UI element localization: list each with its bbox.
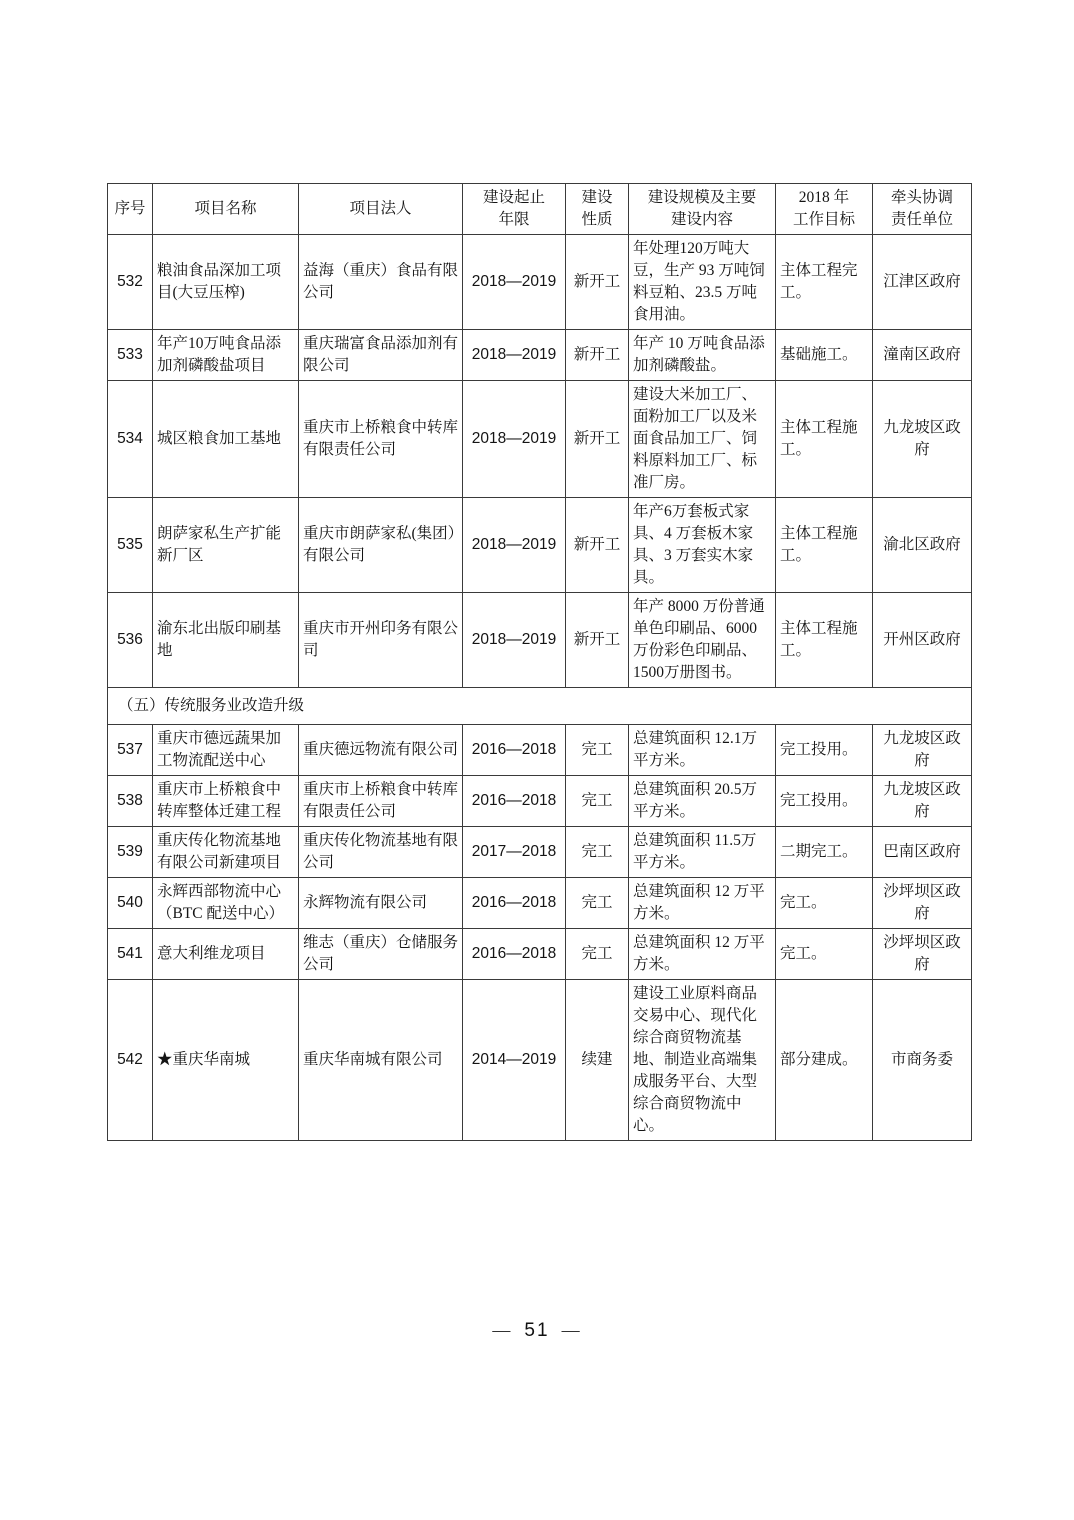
cell-nature: 完工 xyxy=(566,827,629,878)
cell-goal: 部分建成。 xyxy=(776,980,873,1141)
cell-goal: 完工投用。 xyxy=(776,725,873,776)
cell-period: 2016—2018 xyxy=(463,878,566,929)
cell-legal-person: 重庆市上桥粮食中转库有限责任公司 xyxy=(299,776,463,827)
cell-unit: 巴南区政府 xyxy=(873,827,972,878)
cell-scale: 年处理120万吨大豆，生产 93 万吨饲料豆粕、23.5 万吨食用油。 xyxy=(629,235,776,330)
cell-project-name: 重庆市上桥粮食中转库整体迁建工程 xyxy=(153,776,299,827)
cell-nature: 新开工 xyxy=(566,330,629,381)
column-header-period-line2: 年限 xyxy=(498,211,530,228)
cell-unit: 潼南区政府 xyxy=(873,330,972,381)
table-header-row xyxy=(108,184,972,235)
table-row xyxy=(108,776,972,827)
cell-legal-person: 重庆市开州印务有限公司 xyxy=(299,593,463,688)
column-header-scale-line1: 建设规模及主要 xyxy=(647,189,757,206)
table-row xyxy=(108,725,972,776)
column-header-unit xyxy=(873,184,972,235)
cell-period: 2016—2018 xyxy=(463,725,566,776)
cell-scale: 总建筑面积 11.5万平方米。 xyxy=(629,827,776,878)
cell-unit: 九龙坡区政府 xyxy=(873,776,972,827)
table-header xyxy=(108,184,972,235)
column-header-goal-line2: 工作目标 xyxy=(792,211,855,228)
project-table-container xyxy=(107,183,971,1141)
table-row xyxy=(108,381,972,498)
cell-goal: 主体工程施工。 xyxy=(776,593,873,688)
column-header-nature xyxy=(566,184,629,235)
cell-period: 2018—2019 xyxy=(463,330,566,381)
cell-unit: 沙坪坝区政府 xyxy=(873,878,972,929)
cell-legal-person: 维志（重庆）仓储服务公司 xyxy=(299,929,463,980)
cell-unit: 开州区政府 xyxy=(873,593,972,688)
cell-project-name: 永辉西部物流中心（BTC 配送中心） xyxy=(153,878,299,929)
cell-scale: 总建筑面积 12 万平方米。 xyxy=(629,929,776,980)
table-row xyxy=(108,498,972,593)
cell-period: 2018—2019 xyxy=(463,381,566,498)
column-header-nature-line1: 建设 xyxy=(581,189,613,206)
cell-project-name: 年产10万吨食品添加剂磷酸盐项目 xyxy=(153,330,299,381)
column-header-legal-person: 项目法人 xyxy=(299,184,463,235)
cell-no: 534 xyxy=(108,381,153,498)
cell-goal: 完工。 xyxy=(776,878,873,929)
cell-project-name: 粮油食品深加工项目(大豆压榨) xyxy=(153,235,299,330)
column-header-scale xyxy=(629,184,776,235)
page-number-suffix: — xyxy=(561,1320,582,1340)
cell-unit: 九龙坡区政府 xyxy=(873,381,972,498)
column-header-no: 序号 xyxy=(108,184,153,235)
cell-project-name: 朗萨家私生产扩能新厂区 xyxy=(153,498,299,593)
section-title: （五）传统服务业改造升级 xyxy=(108,688,972,725)
cell-no: 542 xyxy=(108,980,153,1141)
cell-no: 540 xyxy=(108,878,153,929)
column-header-period xyxy=(463,184,566,235)
column-header-name: 项目名称 xyxy=(153,184,299,235)
cell-nature: 新开工 xyxy=(566,381,629,498)
cell-nature: 续建 xyxy=(566,980,629,1141)
cell-goal: 二期完工。 xyxy=(776,827,873,878)
cell-legal-person: 重庆瑞富食品添加剂有限公司 xyxy=(299,330,463,381)
cell-scale: 建设大米加工厂、面粉加工厂以及米面食品加工厂、饲料原料加工厂、标准厂房。 xyxy=(629,381,776,498)
project-table xyxy=(107,183,972,1141)
column-header-scale-line2: 建设内容 xyxy=(670,211,733,228)
cell-project-name: 城区粮食加工基地 xyxy=(153,381,299,498)
cell-period: 2014—2019 xyxy=(463,980,566,1141)
cell-scale: 总建筑面积 20.5万平方米。 xyxy=(629,776,776,827)
cell-legal-person: 重庆华南城有限公司 xyxy=(299,980,463,1141)
cell-nature: 完工 xyxy=(566,929,629,980)
cell-unit: 江津区政府 xyxy=(873,235,972,330)
cell-no: 532 xyxy=(108,235,153,330)
cell-period: 2017—2018 xyxy=(463,827,566,878)
table-row xyxy=(108,330,972,381)
column-header-nature-line2: 性质 xyxy=(581,211,613,228)
column-header-unit-line1: 牵头协调 xyxy=(890,189,953,206)
cell-no: 538 xyxy=(108,776,153,827)
page-number-prefix: — xyxy=(492,1320,513,1340)
cell-scale: 年产 10 万吨食品添加剂磷酸盐。 xyxy=(629,330,776,381)
table-body xyxy=(108,235,972,1141)
cell-unit: 渝北区政府 xyxy=(873,498,972,593)
cell-legal-person: 重庆市上桥粮食中转库有限责任公司 xyxy=(299,381,463,498)
column-header-goal xyxy=(776,184,873,235)
cell-nature: 完工 xyxy=(566,725,629,776)
cell-scale: 总建筑面积 12 万平方米。 xyxy=(629,878,776,929)
cell-no: 537 xyxy=(108,725,153,776)
cell-goal: 主体工程施工。 xyxy=(776,381,873,498)
cell-scale: 年产6万套板式家具、4 万套板木家具、3 万套实木家具。 xyxy=(629,498,776,593)
cell-nature: 完工 xyxy=(566,776,629,827)
column-header-period-line1: 建设起止 xyxy=(482,189,545,206)
cell-legal-person: 重庆市朗萨家私(集团）有限公司 xyxy=(299,498,463,593)
cell-scale: 年产 8000 万份普通单色印刷品、6000 万份彩色印刷品、1500万册图书。 xyxy=(629,593,776,688)
cell-project-name: ★重庆华南城 xyxy=(153,980,299,1141)
cell-period: 2016—2018 xyxy=(463,776,566,827)
table-row xyxy=(108,593,972,688)
cell-goal: 基础施工。 xyxy=(776,330,873,381)
cell-unit: 市商务委 xyxy=(873,980,972,1141)
cell-nature: 新开工 xyxy=(566,593,629,688)
cell-nature: 新开工 xyxy=(566,235,629,330)
cell-project-name: 渝东北出版印刷基地 xyxy=(153,593,299,688)
column-header-goal-line1: 2018 年 xyxy=(798,189,850,206)
cell-legal-person: 益海（重庆）食品有限公司 xyxy=(299,235,463,330)
cell-no: 539 xyxy=(108,827,153,878)
cell-unit: 沙坪坝区政府 xyxy=(873,929,972,980)
cell-period: 2018—2019 xyxy=(463,498,566,593)
cell-project-name: 重庆市德远蔬果加工物流配送中心 xyxy=(153,725,299,776)
cell-nature: 新开工 xyxy=(566,498,629,593)
cell-scale: 总建筑面积 12.1万平方米。 xyxy=(629,725,776,776)
cell-unit: 九龙坡区政府 xyxy=(873,725,972,776)
cell-period: 2018—2019 xyxy=(463,235,566,330)
cell-no: 533 xyxy=(108,330,153,381)
cell-legal-person: 重庆传化物流基地有限公司 xyxy=(299,827,463,878)
table-row xyxy=(108,929,972,980)
cell-period: 2016—2018 xyxy=(463,929,566,980)
table-row xyxy=(108,827,972,878)
cell-goal: 完工。 xyxy=(776,929,873,980)
cell-scale: 建设工业原料商品交易中心、现代化综合商贸物流基地、制造业高端集成服务平台、大型综合商贸物流中心。 xyxy=(629,980,776,1141)
cell-goal: 主体工程施工。 xyxy=(776,498,873,593)
table-section-row xyxy=(108,688,972,725)
page-number xyxy=(0,1320,1074,1342)
cell-no: 535 xyxy=(108,498,153,593)
cell-period: 2018—2019 xyxy=(463,593,566,688)
cell-no: 536 xyxy=(108,593,153,688)
page-number-value: 51 xyxy=(524,1320,550,1341)
cell-project-name: 意大利维龙项目 xyxy=(153,929,299,980)
cell-goal: 完工投用。 xyxy=(776,776,873,827)
cell-nature: 完工 xyxy=(566,878,629,929)
cell-goal: 主体工程完工。 xyxy=(776,235,873,330)
cell-legal-person: 永辉物流有限公司 xyxy=(299,878,463,929)
table-row xyxy=(108,878,972,929)
cell-no: 541 xyxy=(108,929,153,980)
cell-project-name: 重庆传化物流基地有限公司新建项目 xyxy=(153,827,299,878)
table-row xyxy=(108,235,972,330)
cell-legal-person: 重庆德远物流有限公司 xyxy=(299,725,463,776)
column-header-unit-line2: 责任单位 xyxy=(890,211,953,228)
table-row xyxy=(108,980,972,1141)
